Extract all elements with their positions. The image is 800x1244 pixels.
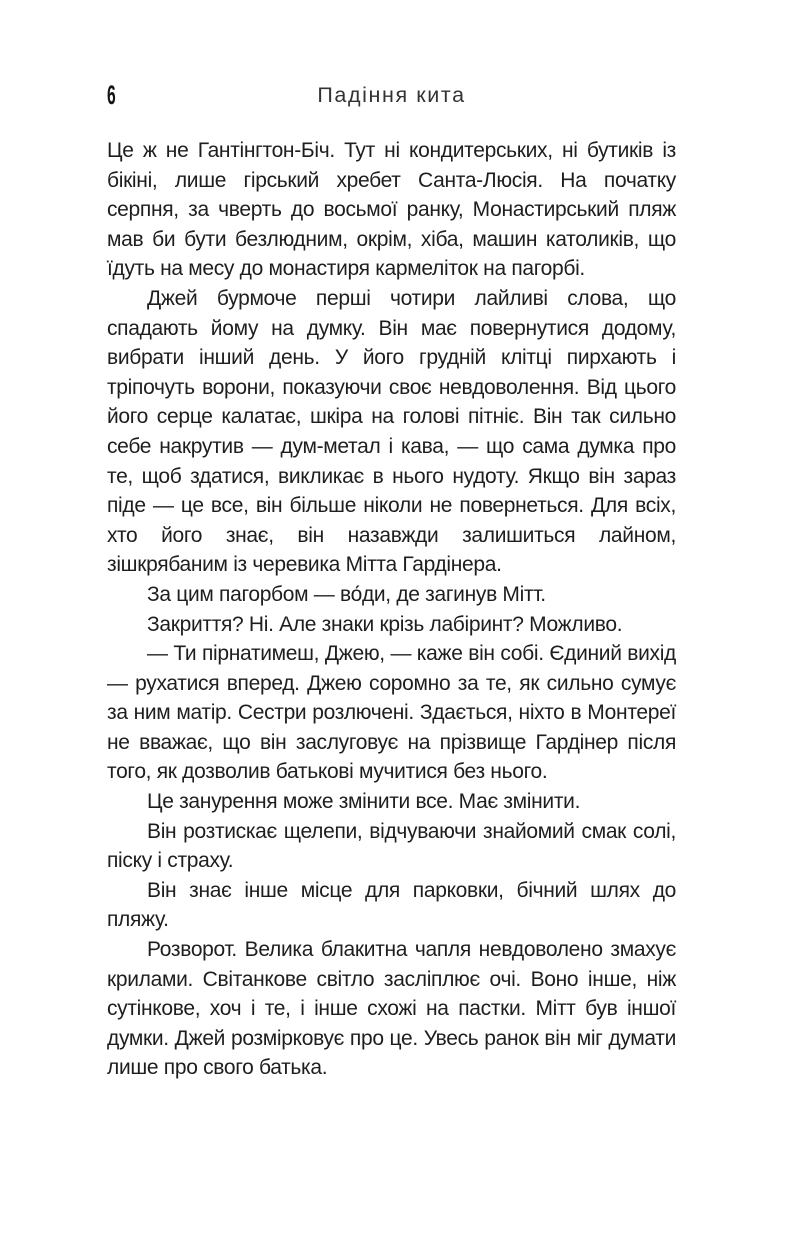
running-title: Падіння кита <box>317 83 466 107</box>
paragraph: Він розтискає щелепи, відчуваючи знайомий смак солі, піску і страху. <box>107 819 676 873</box>
paragraph: Це ж не Гантінгтон-Біч. Тут ні кондитерських, ні бутиків із бікіні, лише гірський хребет Санта-Люсія. На початку серпня, за чверть до восьмої ранку, Монастирський пляж мав би бути безлюдним, окрім, хіба, машин католиків, що їдуть на месу до монастиря кармеліток на пагорбі. <box>107 139 676 281</box>
page-number: 6 <box>107 80 116 110</box>
running-header <box>107 80 676 110</box>
paragraph: Це занурення може змінити все. Має змінити. <box>147 790 581 814</box>
paragraph: Джей бурмоче перші чотири лайливі слова, що спадають йому на думку. Він має повернутися додому, вибрати інший день. У його грудній клітці пирхають і тріпочуть ворони, показуючи своє невдоволення. Від цього його серце калатає, шкіра на голові пітніє. Він так сильно себе накрутив — дум-метал і кава, — що сама думка про те, щоб здатися, викликає в нього нудоту. Якщо він зараз піде — це все, він більше ніколи не повернеться. Для всіх, хто його знає, він назавжди залишиться лайном, зішкрябаним із черевика Мітта Гардінера. <box>107 286 676 577</box>
paragraph: Закриття? Ні. Але знаки крізь лабіринт? Можливо. <box>147 612 623 636</box>
paragraph: Він знає інше місце для парковки, бічний шлях до пляжу. <box>107 878 676 932</box>
paragraph: — Ти пірнатимеш, Джею, — каже він собі. Єдиний вихід — рухатися вперед. Джею соромно за те, як сильно сумує за ним матір. Сестри розлючені. Здається, ніхто в Монтереї не вважає, що він заслуговує на прізвище Гардінер після того, як дозволив батькові мучитися без нього. <box>107 642 676 784</box>
paragraph: Розворот. Велика блакитна чапля невдоволено змахує крилами. Світанкове світло засліплює очі. Воно інше, ніж сутінкове, хоч і те, і інше схожі на пастки. Мітт був іншої думки. Джей розмірковує про це. Увесь ранок він міг думати лише про свого батька. <box>107 938 676 1080</box>
paragraph: За цим пагорбом — во́ди, де загинув Мітт. <box>147 582 546 606</box>
page-body <box>107 136 676 1083</box>
